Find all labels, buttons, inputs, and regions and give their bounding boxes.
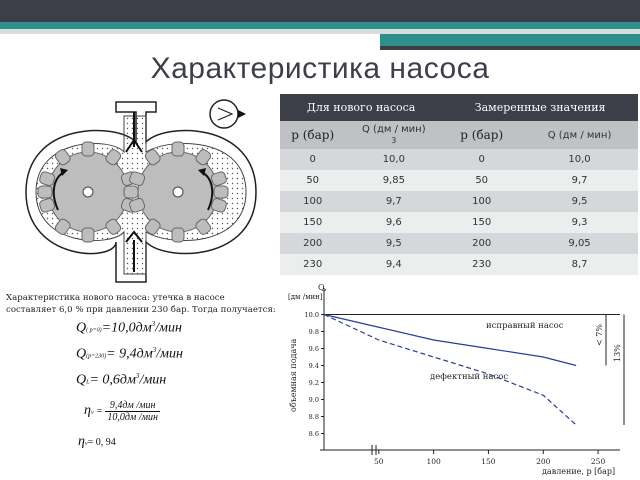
chart-ylabel-top: Q, <box>318 283 327 292</box>
formula-q0: Q( $p=0)=10,0дм^3$/мин <box>76 320 182 336</box>
y-tick-label: 10.0 <box>304 311 319 319</box>
description-text: Характеристика нового насоса: утечка в насосе составляет 6,0 % при давлении 230 бар. Тогда получается: <box>6 293 276 315</box>
x-tick-label: 150 <box>481 457 496 466</box>
formula-ql: $QL= 0,6дм^3$/мин <box>76 372 167 388</box>
y-tick-label: 9.6 <box>308 345 319 353</box>
table-row: 200 9,5 200 9,05 <box>280 233 638 254</box>
col-header-p-measured: р (бар) <box>442 121 521 149</box>
group-header-measured: Замеренные значения <box>442 94 638 121</box>
x-tick-label: 250 <box>590 457 606 466</box>
table-row: 50 9,85 50 9,7 <box>280 170 638 191</box>
formula-eta-value: ηv= 0, 94 <box>78 434 116 449</box>
gear-pump-diagram <box>6 92 276 292</box>
y-tick-label: 9.4 <box>308 362 319 370</box>
y-tick-label: 8.8 <box>308 413 319 421</box>
table-row: 100 9,7 100 9,5 <box>280 191 638 212</box>
col-header-q-new: Q (дм / мин) 3 <box>345 121 442 149</box>
annotation-13pct: 13% <box>613 344 622 362</box>
series-line-defect <box>324 315 576 426</box>
series-label-defect: дефектный насос <box>430 372 509 382</box>
chart-ylabel-unit: [дм /мин] <box>288 293 323 301</box>
top-dark-bar <box>0 0 640 22</box>
y-tick-label: 9.8 <box>308 328 319 336</box>
pump-characteristic-chart <box>280 282 638 478</box>
x-tick-label: 200 <box>536 457 551 466</box>
formula-q230: $Q(p=230)= 9,4дм^3$/мин <box>76 346 183 362</box>
annotation-7pct: < 7% <box>595 324 604 346</box>
top-teal-bar <box>0 22 640 29</box>
page-title: Характеристика насоса <box>150 52 490 85</box>
table-row: 150 9,6 150 9,3 <box>280 212 638 233</box>
pump-data-table <box>280 94 638 275</box>
y-tick-label: 8.6 <box>308 430 319 438</box>
q-superscript: 3 <box>391 136 397 145</box>
col-header-q-measured: Q (дм / мин) <box>521 121 638 149</box>
col-header-p-new: р (бар) <box>280 121 345 149</box>
right-accent-bar-dark <box>380 46 640 50</box>
x-tick-label: 50 <box>374 457 384 466</box>
table-row: 230 9,4 230 8,7 <box>280 254 638 275</box>
y-tick-label: 9.0 <box>308 396 319 404</box>
series-label-good: исправный насос <box>486 321 564 331</box>
right-accent-bar <box>380 34 640 46</box>
chart-ylabel-side: объемная подача <box>289 338 298 412</box>
formula-eta-fraction: ηv = $\frac{\text{9,4дм /мин}}{\text{10,0дм /мин}}$ <box>84 400 158 423</box>
x-tick-label: 100 <box>426 457 441 466</box>
group-header-new: Для нового насоса <box>280 94 442 121</box>
table-row: 0 10,0 0 10,0 <box>280 149 638 170</box>
y-tick-label: 9.2 <box>308 379 319 387</box>
chart-xlabel: давление, р [бар] <box>542 467 616 476</box>
